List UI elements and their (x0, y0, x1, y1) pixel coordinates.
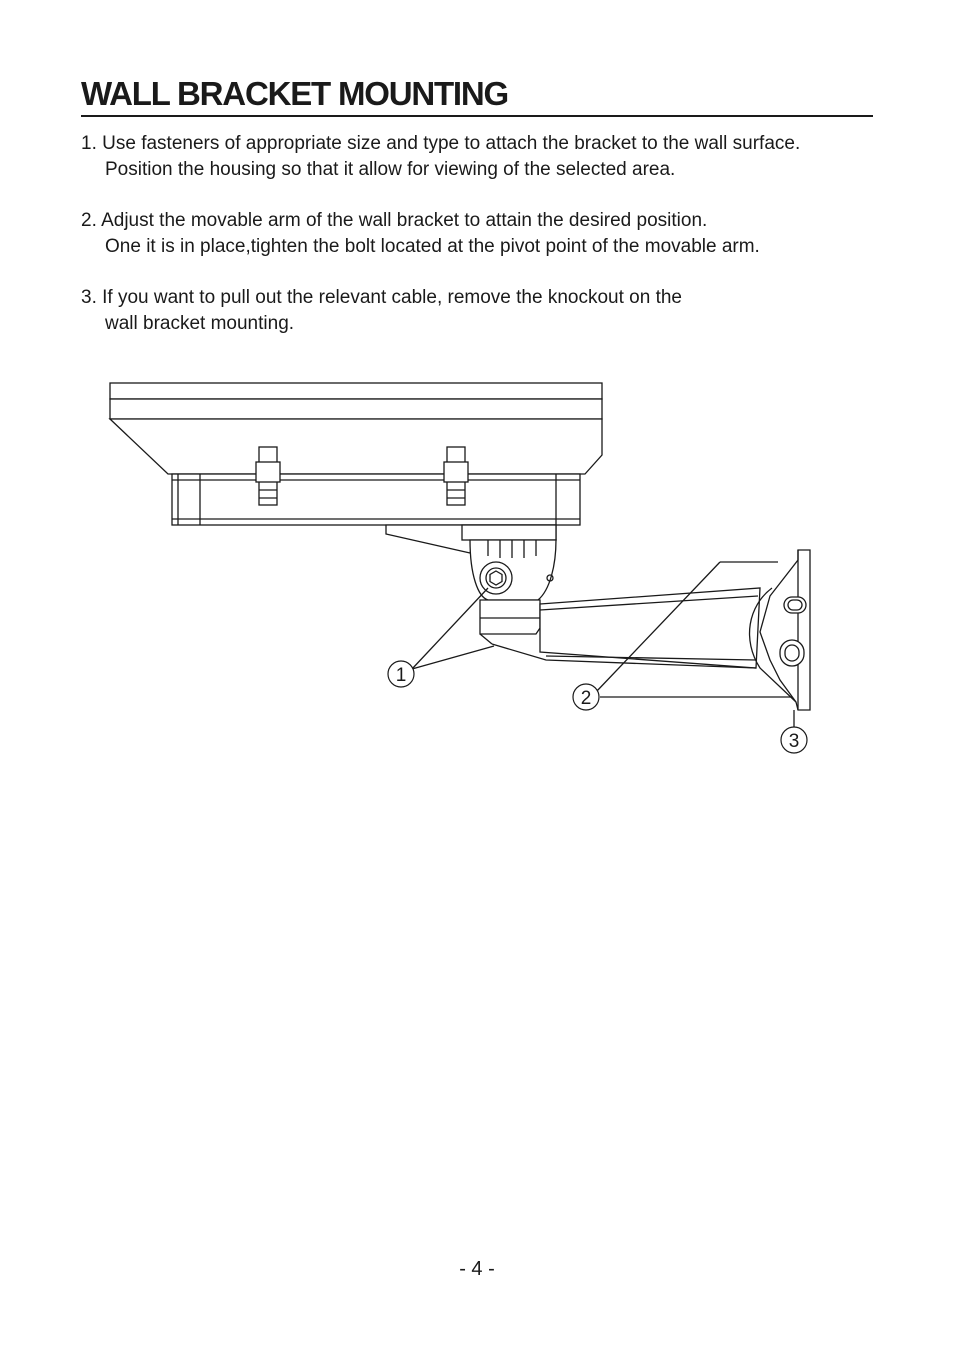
step-3-line-1: 3. If you want to pull out the relevant cable, remove the knockout on the (81, 287, 682, 308)
instruction-list (81, 131, 891, 362)
housing-body (172, 474, 580, 525)
step-2-line-1: 2. Adjust the movable arm of the wall bracket to attain the desired position. (81, 210, 708, 231)
callout-2-label: 2 (580, 688, 592, 709)
callout-1-label: 1 (395, 665, 407, 686)
sunshield-clip-right (444, 447, 468, 505)
housing-sunshield (110, 383, 602, 474)
step-1-line-2: Position the housing so that it allow for viewing of the selected area. (105, 159, 676, 180)
sunshield-clip-left (256, 447, 280, 505)
instruction-step-3 (81, 285, 891, 337)
page-number: - 4 - (459, 1258, 495, 1280)
callout-1 (388, 661, 414, 687)
callout-3-label: 3 (788, 731, 800, 752)
title-rule (81, 115, 873, 117)
page-title: WALL BRACKET MOUNTING (81, 75, 508, 112)
pivot-bolt (480, 562, 512, 594)
instruction-step-2 (81, 208, 891, 260)
callout-3 (781, 727, 807, 753)
callout-2 (573, 684, 599, 710)
camera-bracket-diagram (0, 370, 954, 770)
step-3-line-2: wall bracket mounting. (105, 313, 295, 334)
mount-adapter (386, 525, 556, 600)
instruction-step-1 (81, 131, 891, 183)
arm-pivot-block (480, 600, 540, 644)
step-2-line-2: One it is in place,tighten the bolt located at the pivot point of the movable arm. (105, 236, 760, 257)
wall-plate (750, 550, 810, 710)
step-1-line-1: 1. Use fasteners of appropriate size and type to attach the bracket to the wall surface. (81, 133, 801, 154)
